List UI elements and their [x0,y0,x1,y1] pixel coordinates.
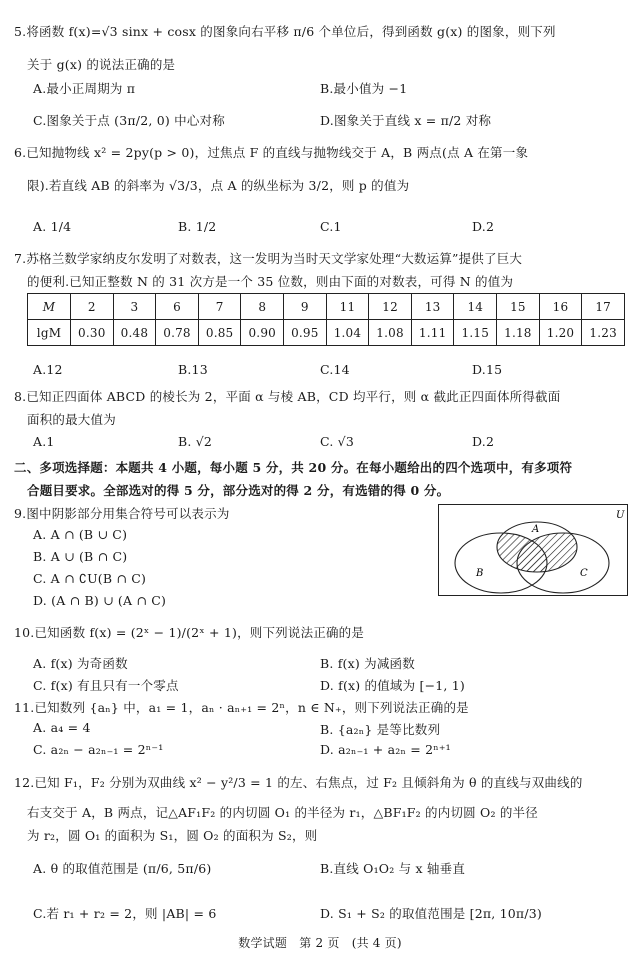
log-table-cell: 14 [454,294,497,320]
q5-stem-line2: 关于 g(x) 的说法正确的是 [27,57,176,72]
q11-option-d: D. a₂ₙ₋₁ + a₂ₙ = 2ⁿ⁺¹ [320,742,451,757]
log-table-cell: 3 [113,294,156,320]
log-table-cell: 15 [497,294,540,320]
q11-option-a: A. a₄ = 4 [33,720,91,735]
log-table-cell: 0.90 [241,320,284,346]
q12-option-d: D. S₁ + S₂ 的取值范围是 [2π, 10π/3) [320,906,542,921]
log-table-cell: 1.15 [454,320,497,346]
q9-option-c: C. A ∩ ∁U(B ∩ C) [33,571,147,586]
q12-option-c: C.若 r₁ + r₂ = 2，则 |AB| = 6 [33,906,217,921]
venn-diagram [438,504,628,596]
log-table-cell: 17 [582,294,625,320]
log-table-row-m [28,294,625,320]
log-table-cell: 9 [284,294,327,320]
q7-option-b: B.13 [178,362,208,377]
log-table-cell: 7 [198,294,241,320]
q8-option-a: A.1 [33,434,55,449]
log-table-header-m: M [28,294,71,320]
q10-option-b: B. f(x) 为减函数 [320,656,415,671]
q7-option-a: A.12 [33,362,63,377]
q5-option-d: D.图象关于直线 x = π/2 对称 [320,113,492,128]
q11-option-c: C. a₂ₙ − a₂ₙ₋₁ = 2ⁿ⁻¹ [33,742,164,757]
venn-label-c: C [580,568,588,579]
q10-option-a: A. f(x) 为奇函数 [33,656,128,671]
q8-stem-line2: 面积的最大值为 [27,412,116,427]
log-table-cell: 8 [241,294,284,320]
log-table-cell: 1.08 [369,320,412,346]
page-footer: 数学试题 第 2 页 (共 4 页) [238,936,402,950]
q6-stem-line2: 限).若直线 AB 的斜率为 √3/3，点 A 的纵坐标为 3/2，则 p 的值为 [27,178,410,193]
q6-option-b: B. 1/2 [178,219,217,234]
q12-option-a: A. θ 的取值范围是 (π/6, 5π/6) [33,861,212,876]
log-table-cell: 12 [369,294,412,320]
q9-option-d: D. (A ∩ B) ∪ (A ∩ C) [33,593,167,608]
q9-stem: 9.图中阴影部分用集合符号可以表示为 [14,506,230,521]
log-table-cell: 1.20 [539,320,582,346]
venn-label-u: U [616,510,625,521]
q8-stem-line1: 8.已知正四面体 ABCD 的棱长为 2，平面 α 与棱 AB，CD 均平行，则 α 截此正四面体所得截面 [14,389,561,404]
q7-stem-line1: 7.苏格兰数学家纳皮尔发明了对数表，这一发明为当时天文学家处理“大数运算”提供了巨大 [14,251,523,266]
log-table-cell: 0.78 [156,320,199,346]
q12-stem-line2: 右支交于 A，B 两点，记△AF₁F₂ 的内切圆 O₁ 的半径为 r₁，△BF₁F₂ 的内切圆 O₂ 的半径 [27,805,538,820]
log-table [27,293,625,346]
log-table-cell: 0.85 [198,320,241,346]
q10-option-c: C. f(x) 有且只有一个零点 [33,678,179,693]
log-table-cell: 0.30 [71,320,114,346]
log-table-cell: 1.18 [497,320,540,346]
section2-line2: 合题目要求。全部选对的得 5 分，部分选对的得 2 分，有选错的得 0 分。 [27,483,450,498]
q7-option-c: C.14 [320,362,350,377]
log-table-header-lgm: lgM [28,320,71,346]
q5-option-c: C.图象关于点 (3π/2, 0) 中心对称 [33,113,225,128]
q5-option-b: B.最小值为 −1 [320,81,408,96]
q5-option-a: A.最小正周期为 π [33,81,136,96]
log-table-cell: 2 [71,294,114,320]
q10-stem: 10.已知函数 f(x) = (2ˣ − 1)/(2ˣ + 1)，则下列说法正确的是 [14,625,365,640]
q8-option-c: C. √3 [320,434,354,449]
q7-stem-line2: 的便利.已知正整数 N 的 31 次方是一个 35 位数，则由下面的对数表，可得 N 的值为 [27,274,514,289]
q7-option-d: D.15 [472,362,503,377]
log-table-cell: 1.04 [326,320,369,346]
venn-label-b: B [476,568,484,579]
log-table-cell: 13 [411,294,454,320]
q12-option-b: B.直线 O₁O₂ 与 x 轴垂直 [320,861,466,876]
log-table-cell: 16 [539,294,582,320]
log-table-cell: 0.95 [284,320,327,346]
q12-stem-line3: 为 r₂，圆 O₁ 的面积为 S₁，圆 O₂ 的面积为 S₂，则 [27,828,318,843]
log-table-cell: 11 [326,294,369,320]
q6-option-a: A. 1/4 [33,219,72,234]
log-table-cell: 6 [156,294,199,320]
log-table-row-lgm [28,320,625,346]
q11-option-b: B. {a₂ₙ} 是等比数列 [320,722,441,737]
q9-option-b: B. A ∪ (B ∩ C) [33,549,128,564]
log-table-cell: 0.48 [113,320,156,346]
q11-stem: 11.已知数列 {aₙ} 中，a₁ = 1，aₙ · aₙ₊₁ = 2ⁿ，n ∈ N₊，则下列说法正确的是 [14,700,469,715]
q9-option-a: A. A ∩ (B ∪ C) [33,527,128,542]
q6-option-d: D.2 [472,219,495,234]
q8-option-b: B. √2 [178,434,213,449]
q5-stem-line1: 5.将函数 f(x)=√3 sinx + cosx 的图象向右平移 π/6 个单位后，得到函数 g(x) 的图象，则下列 [14,24,556,39]
q10-option-d: D. f(x) 的值域为 [−1, 1) [320,678,465,693]
venn-label-a: A [532,524,540,535]
log-table-cell: 1.11 [411,320,454,346]
q6-option-c: C.1 [320,219,342,234]
log-table-cell: 1.23 [582,320,625,346]
q6-stem-line1: 6.已知抛物线 x² = 2py(p > 0)，过焦点 F 的直线与抛物线交于 A，B 两点(点 A 在第一象 [14,145,529,160]
q8-option-d: D.2 [472,434,495,449]
section2-line1: 二、多项选择题：本题共 4 小题，每小题 5 分，共 20 分。在每小题给出的四个选项中，有多项符 [14,460,573,475]
q12-stem-line1: 12.已知 F₁，F₂ 分别为双曲线 x² − y²/3 = 1 的左、右焦点，过 F₂ 且倾斜角为 θ 的直线与双曲线的 [14,775,583,790]
